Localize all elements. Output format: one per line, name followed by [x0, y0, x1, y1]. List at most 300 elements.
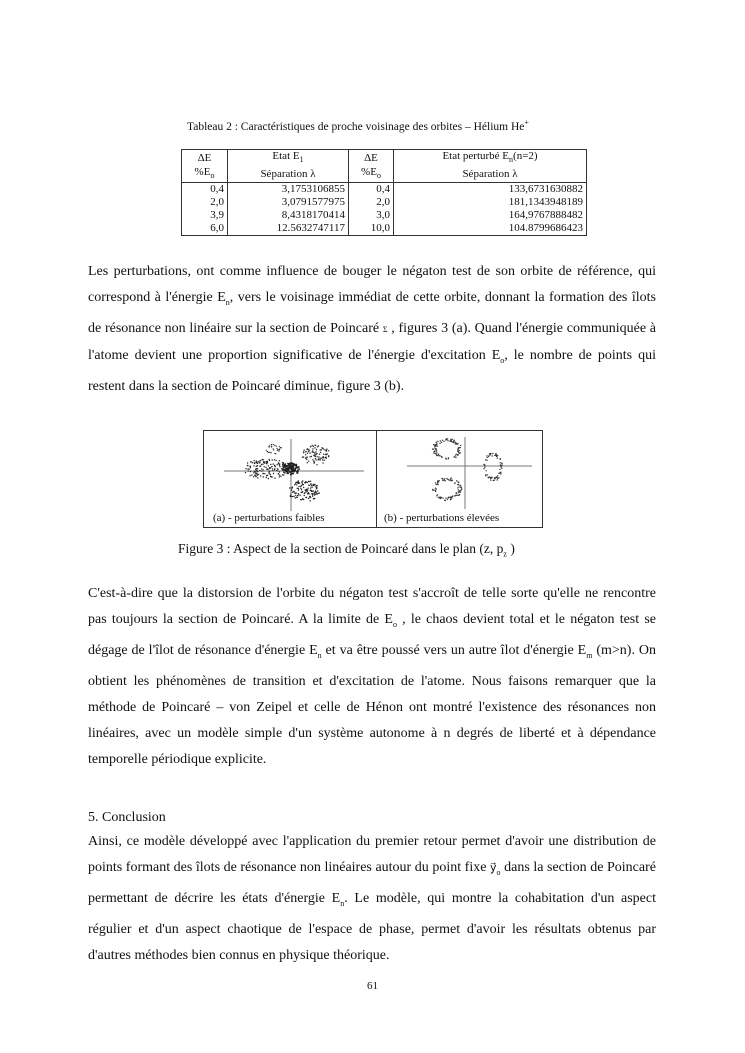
scatter-point [256, 461, 257, 462]
scatter-point [457, 487, 458, 488]
scatter-point [297, 471, 299, 473]
figure-3 [203, 430, 543, 528]
scatter-point [485, 474, 486, 475]
scatter-point [308, 493, 309, 494]
scatter-point [326, 450, 327, 451]
scatter-point [440, 497, 441, 498]
table-row: 2,0 3,0791577975 2,0 181,1343948189 [182, 196, 587, 209]
scatter-point [314, 447, 315, 448]
scatter-point [452, 495, 453, 496]
scatter-point [251, 474, 252, 475]
scatter-point [456, 480, 457, 481]
scatter-point [314, 492, 315, 493]
scatter-point [308, 492, 309, 493]
scatter-point [300, 486, 301, 487]
scatter-point [257, 471, 258, 472]
figure-3a-label: (a) - perturbations faibles [213, 512, 325, 524]
scatter-point [493, 480, 494, 481]
scatter-point [450, 439, 451, 440]
scatter-point [264, 461, 265, 462]
scatter-point [266, 477, 267, 478]
scatter-point [298, 466, 300, 468]
scatter-point [321, 449, 322, 450]
scatter-point [293, 496, 294, 497]
scatter-point [247, 465, 248, 466]
header-cell: Etat $E_1$ [228, 150, 349, 167]
scatter-point [497, 479, 498, 480]
scatter-point [316, 459, 317, 460]
scatter-point [269, 468, 270, 469]
scatter-point [437, 445, 438, 446]
scatter-point [271, 476, 272, 477]
scatter-point [488, 477, 489, 478]
scatter-point [312, 459, 313, 460]
scatter-point [255, 475, 256, 476]
scatter-point [436, 495, 437, 496]
scatter-point [433, 452, 434, 453]
scatter-point [273, 449, 274, 450]
scatter-point [279, 474, 280, 475]
scatter-point [289, 464, 291, 466]
scatter-point [305, 497, 306, 498]
scatter-point [313, 446, 314, 447]
scatter-point [437, 441, 438, 442]
scatter-point [432, 489, 433, 490]
scatter-point [300, 488, 301, 489]
scatter-point [290, 495, 291, 496]
scatter-point [295, 492, 296, 493]
scatter-point [269, 460, 270, 461]
scatter-point [451, 441, 452, 442]
scatter-point [314, 454, 315, 455]
scatter-point [436, 452, 437, 453]
scatter-point [450, 477, 451, 478]
scatter-point [295, 497, 296, 498]
header-cell: Etat perturbé $E_n(n=2)$ [394, 150, 587, 167]
scatter-point [267, 468, 268, 469]
scatter-point [456, 493, 457, 494]
scatter-point [456, 495, 457, 496]
header-cell: $\%E_o$ [182, 166, 228, 183]
scatter-point [263, 469, 264, 470]
scatter-point [303, 484, 304, 485]
scatter-point [247, 462, 248, 463]
scatter-point [461, 488, 462, 489]
scatter-point [459, 450, 460, 451]
scatter-point [496, 453, 497, 454]
scatter-point [295, 465, 297, 467]
scatter-point [435, 449, 436, 450]
scatter-point [453, 442, 454, 443]
scatter-point [436, 455, 437, 456]
scatter-point [260, 475, 261, 476]
scatter-point [293, 466, 295, 468]
scatter-point [487, 457, 488, 458]
scatter-point [442, 498, 443, 499]
scatter-point [452, 439, 453, 440]
scatter-point [259, 462, 260, 463]
scatter-point [442, 478, 443, 479]
scatter-point [307, 449, 308, 450]
scatter-point [435, 482, 436, 483]
scatter-point [298, 468, 300, 470]
scatter-point [254, 463, 255, 464]
scatter-point [312, 495, 313, 496]
scatter-point [445, 480, 446, 481]
scatter-point [483, 468, 484, 469]
scatter-point [267, 461, 268, 462]
scatter-point [266, 462, 267, 463]
scatter-point [256, 466, 257, 467]
scatter-point [276, 470, 277, 471]
scatter-point [324, 460, 325, 461]
scatter-point [328, 455, 329, 456]
scatter-point [436, 484, 437, 485]
scatter-point [459, 491, 460, 492]
scatter-point [289, 487, 290, 488]
scatter-point [500, 464, 501, 465]
scatter-point [269, 445, 270, 446]
scatter-point [304, 493, 305, 494]
scatter-point [436, 443, 437, 444]
scatter-point [306, 457, 307, 458]
scatter-point [311, 456, 312, 457]
header-cell: ΔE [349, 150, 394, 167]
scatter-point [458, 484, 459, 485]
scatter-point [274, 468, 275, 469]
scatter-point [245, 472, 246, 473]
scatter-point [447, 499, 448, 500]
scatter-point [305, 482, 306, 483]
scatter-point [458, 454, 459, 455]
scatter-point [321, 447, 322, 448]
scatter-point [440, 440, 441, 441]
scatter-point [301, 492, 302, 493]
scatter-point [324, 449, 325, 450]
scatter-point [320, 458, 321, 459]
scatter-point [316, 449, 317, 450]
scatter-point [312, 448, 313, 449]
scatter-point [291, 487, 292, 488]
scatter-point [295, 495, 296, 496]
scatter-point [279, 471, 280, 472]
scatter-point [492, 453, 493, 454]
scatter-point [280, 476, 281, 477]
scatter-point [434, 446, 435, 447]
scatter-point [290, 493, 291, 494]
scatter-point [275, 460, 276, 461]
scatter-point [439, 443, 440, 444]
scatter-point [289, 466, 291, 468]
scatter-point [484, 467, 485, 468]
scatter-point [305, 451, 306, 452]
scatter-point [313, 490, 314, 491]
scatter-point [277, 469, 278, 470]
scatter-point [298, 482, 299, 483]
scatter-point [261, 471, 262, 472]
data-table [181, 149, 587, 236]
scatter-point [264, 473, 265, 474]
scatter-point [313, 452, 314, 453]
scatter-point [272, 459, 273, 460]
scatter-point [315, 494, 316, 495]
scatter-point [458, 447, 459, 448]
scatter-point [270, 474, 271, 475]
scatter-point [501, 464, 502, 465]
scatter-point [309, 456, 310, 457]
scatter-point [458, 486, 459, 487]
scatter-point [439, 496, 440, 497]
scatter-point [441, 442, 442, 443]
scatter-point [271, 452, 272, 453]
scatter-point [442, 480, 443, 481]
scatter-point [446, 439, 447, 440]
scatter-point [315, 454, 316, 455]
scatter-point [272, 468, 273, 469]
scatter-point [297, 482, 298, 483]
scatter-point [323, 448, 324, 449]
scatter-point [457, 495, 458, 496]
scatter-point [315, 490, 316, 491]
scatter-point [277, 450, 278, 451]
scatter-point [307, 482, 308, 483]
scatter-point [439, 455, 440, 456]
scatter-point [309, 481, 310, 482]
scatter-point [265, 467, 266, 468]
scatter-point [447, 440, 448, 441]
scatter-point [264, 466, 265, 467]
scatter-point [307, 488, 308, 489]
scatter-point [278, 473, 279, 474]
scatter-point [298, 493, 299, 494]
scatter-point [295, 483, 296, 484]
scatter-point [280, 447, 281, 448]
scatter-point [313, 461, 314, 462]
scatter-point [312, 451, 313, 452]
scatter-point [310, 481, 311, 482]
scatter-point [489, 454, 490, 455]
header-cell: Séparation λ [228, 166, 349, 183]
scatter-point [304, 495, 305, 496]
scatter-point [316, 485, 317, 486]
scatter-point [297, 495, 298, 496]
scatter-point [258, 461, 259, 462]
header-cell: $\%E_o$ [349, 166, 394, 183]
scatter-point [283, 471, 285, 473]
page-number: 61 [367, 980, 378, 992]
scatter-point [253, 465, 254, 466]
scatter-point [317, 446, 318, 447]
scatter-point [260, 465, 261, 466]
scatter-point [326, 449, 327, 450]
scatter-point [318, 493, 319, 494]
header-cell: ΔE [182, 150, 228, 167]
scatter-point [296, 484, 297, 485]
scatter-point [450, 499, 451, 500]
paragraph-conclusion: Ainsi, ce modèle développé avec l'application du premier retour permet d'avoir une distribution de points formant des îlots de résonance non linéaires autour du point fixe $y⃗_o$ dans la section de Poincaré permettant de décrire les états d'énergie $E_n$. Le modèle, qui montre la cohabitation d'un aspect régulier et d'un aspect chaotique de l'espace de phase, permet d'avoir les résultats obtenus par d'autres méthodes bien connus en physique théorique. [88, 834, 656, 963]
scatter-point [432, 449, 433, 450]
scatter-point [500, 466, 501, 467]
scatter-point [433, 490, 434, 491]
scatter-point [259, 470, 260, 471]
scatter-point [306, 459, 307, 460]
scatter-point [253, 476, 254, 477]
scatter-point [303, 450, 304, 451]
scatter-point [310, 487, 311, 488]
scatter-point [437, 483, 438, 484]
scatter-point [435, 490, 436, 491]
scatter-point [302, 480, 303, 481]
scatter-point [303, 451, 304, 452]
scatter-point [248, 470, 249, 471]
scatter-point [273, 448, 274, 449]
scatter-point [317, 490, 318, 491]
scatter-point [487, 474, 488, 475]
scatter-point [454, 456, 455, 457]
scatter-point [274, 465, 275, 466]
scatter-point [443, 441, 444, 442]
scatter-point [500, 458, 501, 459]
scatter-point [250, 467, 251, 468]
scatter-point [449, 441, 450, 442]
scatter-point [276, 448, 277, 449]
scatter-point [281, 447, 282, 448]
scatter-point [276, 446, 277, 447]
scatter-point [316, 453, 317, 454]
scatter-point [263, 462, 264, 463]
scatter-point [312, 445, 313, 446]
scatter-point [293, 464, 295, 466]
scatter-point [326, 454, 327, 455]
scatter-point [297, 497, 298, 498]
scatter-point [305, 454, 306, 455]
scatter-point [285, 465, 287, 467]
scatter-point [315, 451, 316, 452]
scatter-point [461, 487, 462, 488]
scatter-point [455, 442, 456, 443]
scatter-point [250, 471, 251, 472]
scatter-point [457, 449, 458, 450]
scatter-point [500, 462, 501, 463]
scatter-point [256, 470, 257, 471]
scatter-point [438, 497, 439, 498]
scatter-point [283, 463, 284, 464]
scatter-point [312, 493, 313, 494]
scatter-point [274, 477, 275, 478]
scatter-point [250, 461, 251, 462]
scatter-point [277, 449, 278, 450]
table-row: 3,9 8,4318170414 3,0 164,9767888482 [182, 209, 587, 222]
scatter-point [268, 465, 269, 466]
scatter-point [279, 446, 280, 447]
scatter-point [262, 459, 263, 460]
scatter-point [448, 479, 449, 480]
scatter-point [494, 455, 495, 456]
scatter-point [456, 454, 457, 455]
scatter-point [315, 458, 316, 459]
scatter-point [457, 481, 458, 482]
scatter-point [285, 469, 287, 471]
scatter-point [311, 487, 312, 488]
scatter-point [316, 464, 317, 465]
scatter-point [444, 478, 445, 479]
scatter-point [460, 485, 461, 486]
scatter-point [275, 466, 276, 467]
scatter-point [497, 457, 498, 458]
scatter-point [486, 455, 487, 456]
scatter-point [286, 469, 288, 471]
scatter-point [497, 475, 498, 476]
scatter-point [298, 480, 299, 481]
scatter-point [267, 451, 268, 452]
scatter-point [496, 456, 497, 457]
scatter-point [310, 483, 311, 484]
scatter-point [322, 459, 323, 460]
scatter-point [301, 489, 302, 490]
scatter-point [295, 467, 297, 469]
scatter-point [318, 459, 319, 460]
scatter-point [485, 459, 486, 460]
scatter-point [278, 451, 279, 452]
table-caption: Tableau 2 : Caractéristiques de proche voisinage des orbites – Hélium He+ [187, 118, 529, 133]
scatter-point [306, 490, 307, 491]
scatter-point [268, 478, 269, 479]
scatter-point [283, 474, 284, 475]
scatter-point [274, 445, 275, 446]
scatter-point [261, 468, 262, 469]
scatter-point [258, 474, 259, 475]
scatter-point [278, 463, 279, 464]
scatter-point [302, 457, 303, 458]
scatter-point [266, 475, 267, 476]
scatter-point [268, 452, 269, 453]
scatter-point [245, 468, 246, 469]
scatter-point [305, 491, 306, 492]
scatter-point [271, 446, 272, 447]
scatter-point [490, 454, 491, 455]
figure-3b-label: (b) - perturbations élevées [384, 512, 500, 524]
scatter-point [450, 496, 451, 497]
scatter-point [454, 483, 455, 484]
scatter-point [309, 452, 310, 453]
scatter-point [486, 460, 487, 461]
scatter-point [273, 473, 274, 474]
scatter-point [257, 468, 258, 469]
scatter-point [313, 484, 314, 485]
scatter-point [498, 477, 499, 478]
header-cell: Séparation λ [394, 166, 587, 183]
scatter-point [279, 466, 280, 467]
paragraph-perturbations: Les perturbations, ont comme influence de bouger le négaton test de son orbite de référence, qui correspond à l'énergie $E_n$, vers le voisinage immédiat de cette orbite, donnant la formation des îlots de résonance non linéaire sur la section de Poincaré Σ , figures 3 (a). Quand l'énergie communiquée à l'atome devient une proportion significative de l'énergie d'excitation $E_o$, le nombre de points qui restent dans la section de Poincaré diminue, figure 3 (b). [88, 264, 657, 394]
scatter-point [445, 500, 446, 501]
scatter-point [445, 497, 446, 498]
scatter-point [302, 483, 303, 484]
scatter-point [301, 485, 302, 486]
scatter-point [257, 465, 258, 466]
scatter-point [499, 469, 500, 470]
table-row: 6,0 12.5632747117 10,0 104.8799686423 [182, 222, 587, 236]
scatter-point [287, 472, 289, 474]
scatter-point [434, 450, 435, 451]
scatter-point [308, 461, 309, 462]
scatter-point [310, 500, 311, 501]
scatter-point [310, 446, 311, 447]
scatter-point [292, 492, 293, 493]
scatter-point [455, 457, 456, 458]
scatter-point [293, 491, 294, 492]
scatter-point [436, 489, 437, 490]
scatter-point [272, 470, 273, 471]
